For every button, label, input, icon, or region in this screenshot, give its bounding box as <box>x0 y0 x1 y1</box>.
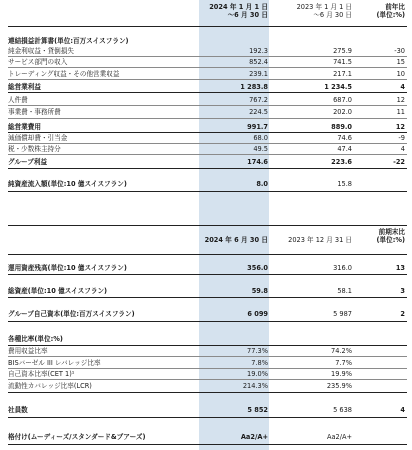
table-row: 減価償却費・引当金 68.0 74.6 -9 <box>8 134 405 142</box>
row-divider <box>8 92 407 93</box>
table-row: BISバーゼル III レバレッジ比率 7.8% 7.7% <box>8 359 352 367</box>
table-row: 純金利収益・貸倒損失 192.3 275.9 -30 <box>8 47 405 55</box>
header-rule <box>8 26 407 27</box>
row-divider <box>8 154 407 155</box>
table-row-rating: 格付け(ムーディーズ/スタンダード&プアーズ) Aa2/A+ Aa2/A+ <box>8 433 352 441</box>
row-divider <box>8 118 407 119</box>
section-title-ratios: 各種比率(単位:%) <box>8 335 63 343</box>
table-row: 費用収益比率 77.3% 74.2% <box>8 347 352 355</box>
table-row-employees: 社員数 5 852 5 638 4 <box>8 406 405 414</box>
row-divider <box>8 67 407 68</box>
header-2024-h1: 2024 年 1 月 1 日 ～6 月 30 日 <box>209 3 268 19</box>
table-row-total: 総営業費用 991.7 889.0 12 <box>8 123 405 131</box>
header-vs-prior-period: 前期末比 (単位:%) <box>376 228 405 244</box>
header-rule <box>8 254 407 255</box>
table-row-total-assets: 総資産(単位:10 億スイスフラン) 59.8 58.1 3 <box>8 287 405 295</box>
row-divider <box>8 168 407 169</box>
table-header-period <box>8 3 407 25</box>
row-divider <box>8 105 407 106</box>
table-row: トレーディング収益・その他営業収益 239.1 217.1 10 <box>8 70 405 78</box>
row-divider <box>8 356 407 357</box>
row-divider <box>8 379 407 380</box>
header-2023-h1: 2023 年 1 月 1 日 ～6 月 30 日 <box>296 3 352 19</box>
table-row: 人件費 767.2 687.0 12 <box>8 96 405 104</box>
table-row: 事業費・事務所費 224.5 202.0 11 <box>8 108 405 116</box>
table-row-aum: 運用資産残高(単位:10 億スイスフラン) 356.0 316.0 13 <box>8 264 405 272</box>
header-yoy: 前年比 (単位:%) <box>376 3 405 19</box>
table-row: サービス部門の収入 852.4 741.5 15 <box>8 58 405 66</box>
table-row-total: グループ利益 174.6 223.6 -22 <box>8 158 405 166</box>
row-divider <box>8 392 407 393</box>
section-rule <box>8 225 407 226</box>
header-2024-06-30: 2024 年 6 月 30 日 <box>204 236 268 244</box>
table-row-equity: グループ自己資本(単位:百万スイスフラン) 6 099 5 987 2 <box>8 310 405 318</box>
row-divider <box>8 321 407 322</box>
table-header-date <box>8 228 407 250</box>
row-divider <box>8 444 407 445</box>
row-divider <box>8 191 407 192</box>
table-row: 自己資本比率(CET 1)¹ 19.0% 19.9% <box>8 370 352 378</box>
header-2023-12-31: 2023 年 12 月 31 日 <box>288 236 352 244</box>
row-divider <box>8 417 407 418</box>
table-row: 流動性カバレッジ比率(LCR) 214.3% 235.9% <box>8 382 352 390</box>
table-row-total: 総営業利益 1 283.8 1 234.5 4 <box>8 83 405 91</box>
row-divider <box>8 79 407 80</box>
table-row: 税・少数株主持分 49.5 47.4 4 <box>8 145 405 153</box>
table-row-net-inflow: 純資産流入額(単位:10 億スイスフラン) 8.0 15.8 <box>8 180 352 188</box>
row-divider <box>8 274 407 275</box>
row-divider <box>8 297 407 298</box>
section-title-income: 連結損益計算書(単位:百万スイスフラン) <box>8 37 129 45</box>
